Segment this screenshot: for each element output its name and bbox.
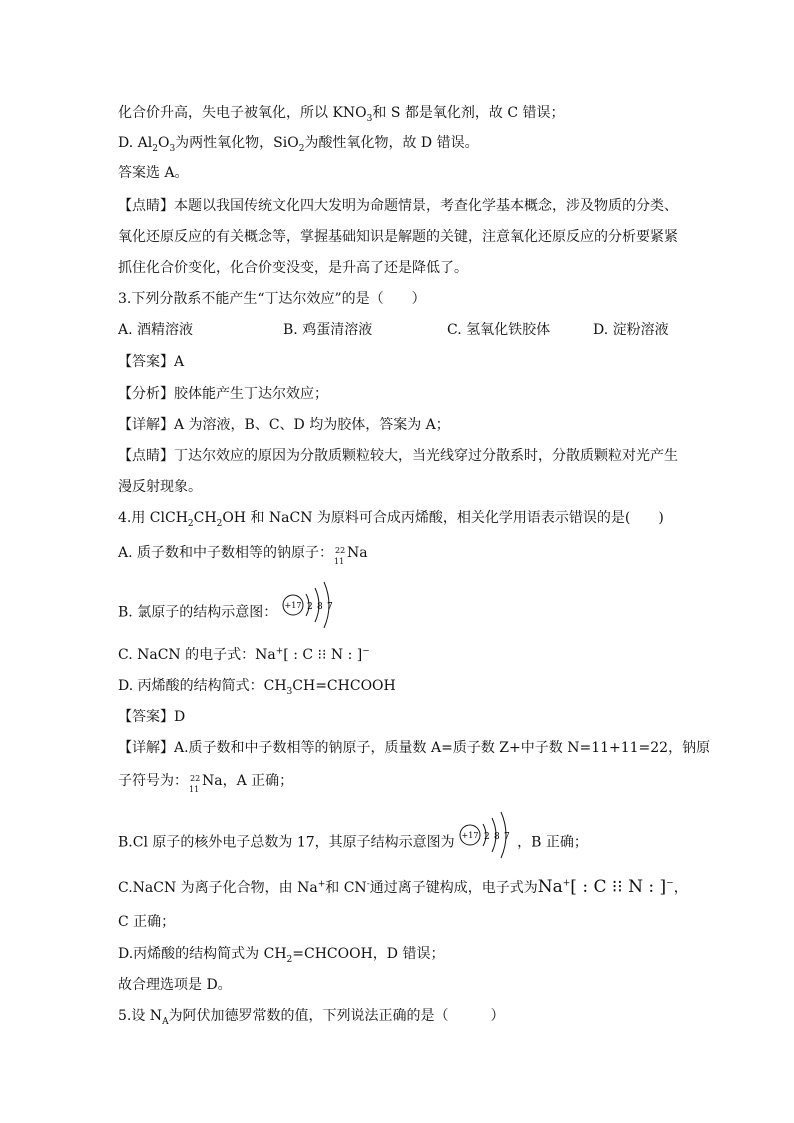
q4-answer: 【答案】D bbox=[118, 709, 186, 725]
sodium-nuclide: 22 11 bbox=[334, 546, 346, 566]
sodium-nuclide: 22 11 bbox=[189, 774, 201, 794]
q4-option-b: B. 氯原子的结构示意图： +17 2 8 7 bbox=[118, 595, 340, 630]
shell-count: 2 bbox=[306, 602, 313, 612]
q4-explanation: 子符号为： 22 11 Na，A 正确； bbox=[118, 773, 294, 794]
text-line: 【点睛】本题以我国传统文化四大发明为命题情景，考查化学基本概念，涉及物质的分类、 bbox=[118, 198, 678, 214]
shell-count: 7 bbox=[504, 832, 510, 842]
text-line: 抓住化合价变化，化合价变没变，是升高了还是降低了。 bbox=[118, 260, 468, 276]
q3-option-d: D. 淀粉溶液 bbox=[593, 322, 669, 338]
shell-count: 7 bbox=[326, 602, 333, 612]
q4-explanation: B.Cl 原子的核外电子总数为 17，其原子结构示意图为 +17 2 8 7 ，B 正确； bbox=[118, 825, 588, 860]
nucleus-charge: +17 bbox=[284, 601, 302, 610]
shell-count: 8 bbox=[316, 602, 323, 612]
q4-option-a: A. 质子数和中子数相等的钠原子： 22 11 Na bbox=[118, 545, 368, 566]
shell-count: 2 bbox=[484, 832, 490, 842]
question-4: 4.用 $ClCH_2CH_2OH$ 和 NaCN 为原料可合成丙烯酸，相关化学用语表示错误的是( ) bbox=[118, 510, 664, 529]
q4-explanation: D.丙烯酸的结构简式为 $CH_2=CHCOOH$，D 错误； bbox=[118, 946, 445, 965]
nucleus-charge: +17 bbox=[461, 831, 479, 840]
q4-explanation: 【详解】A.质子数和中子数相等的钠原子，质量数 A=质子数 Z+中子数 N=11+11=22，钠原 bbox=[118, 740, 711, 756]
q4-explanation: C 正确； bbox=[118, 914, 176, 930]
text-line: 答案选 A。 bbox=[118, 165, 189, 181]
text-line: 氧化还原反应的有关概念等，掌握基础知识是解题的关键，注意氧化还原反应的分析要紧紧 bbox=[118, 229, 678, 245]
q3-explanation: 【详解】A 为溶液，B、C、D 均为胶体，答案为 A； bbox=[118, 417, 450, 433]
q3-analysis: 【分析】胶体能产生丁达尔效应； bbox=[118, 386, 328, 402]
q4-option-c: C. NaCN 的电子式：Na+[ : C ⁝⁝ N : ]− bbox=[118, 646, 370, 663]
text-line: 化合价升高，失电子被氧化，所以 $KNO_3$和 S 都是氧化剂，故 C 错误； bbox=[118, 105, 565, 124]
question-5: 5.设 $N_A$为阿伏加德罗常数的值，下列说法正确的是（ ） bbox=[118, 1008, 505, 1027]
text-line: D. $Al_2O_3$为两性氧化物，SiO$_2$为酸性氧化物，故 D 错误。 bbox=[118, 135, 479, 154]
q4-option-d: D. 丙烯酸的结构简式：$CH_3CH=CHCOOH$ bbox=[118, 678, 396, 697]
question-3: 3.下列分散系不能产生“丁达尔效应”的是（ ） bbox=[118, 291, 426, 307]
q3-comment-2: 漫反射现象。 bbox=[118, 479, 202, 495]
q3-option-a: A. 酒精溶液 bbox=[118, 322, 194, 338]
q3-option-c: C. 氢氧化铁胶体 bbox=[447, 322, 551, 338]
nacn-lewis-formula: Na+[ : C ⁝⁝ N : ]− bbox=[255, 646, 370, 663]
q3-answer: 【答案】A bbox=[118, 354, 185, 370]
q4-explanation: 故合理选项是 D。 bbox=[118, 977, 232, 993]
q3-option-b: B. 鸡蛋清溶液 bbox=[283, 322, 373, 338]
q3-comment: 【点睛】丁达尔效应的原因为分散质颗粒较大，当光线穿过分散系时，分散质颗粒对光产生 bbox=[118, 448, 678, 464]
shell-count: 8 bbox=[494, 832, 500, 842]
q4-explanation: C.NaCN 为离子化合物，由 Na+和 CN-通过离子键构成，电子式为Na+[ : C ⁝⁝ N : ]−， bbox=[118, 877, 688, 897]
chlorine-atom-diagram bbox=[459, 810, 517, 860]
chlorine-atom-diagram bbox=[282, 580, 340, 630]
nacn-lewis-formula: Na+[ : C ⁝⁝ N : ]− bbox=[537, 877, 674, 897]
